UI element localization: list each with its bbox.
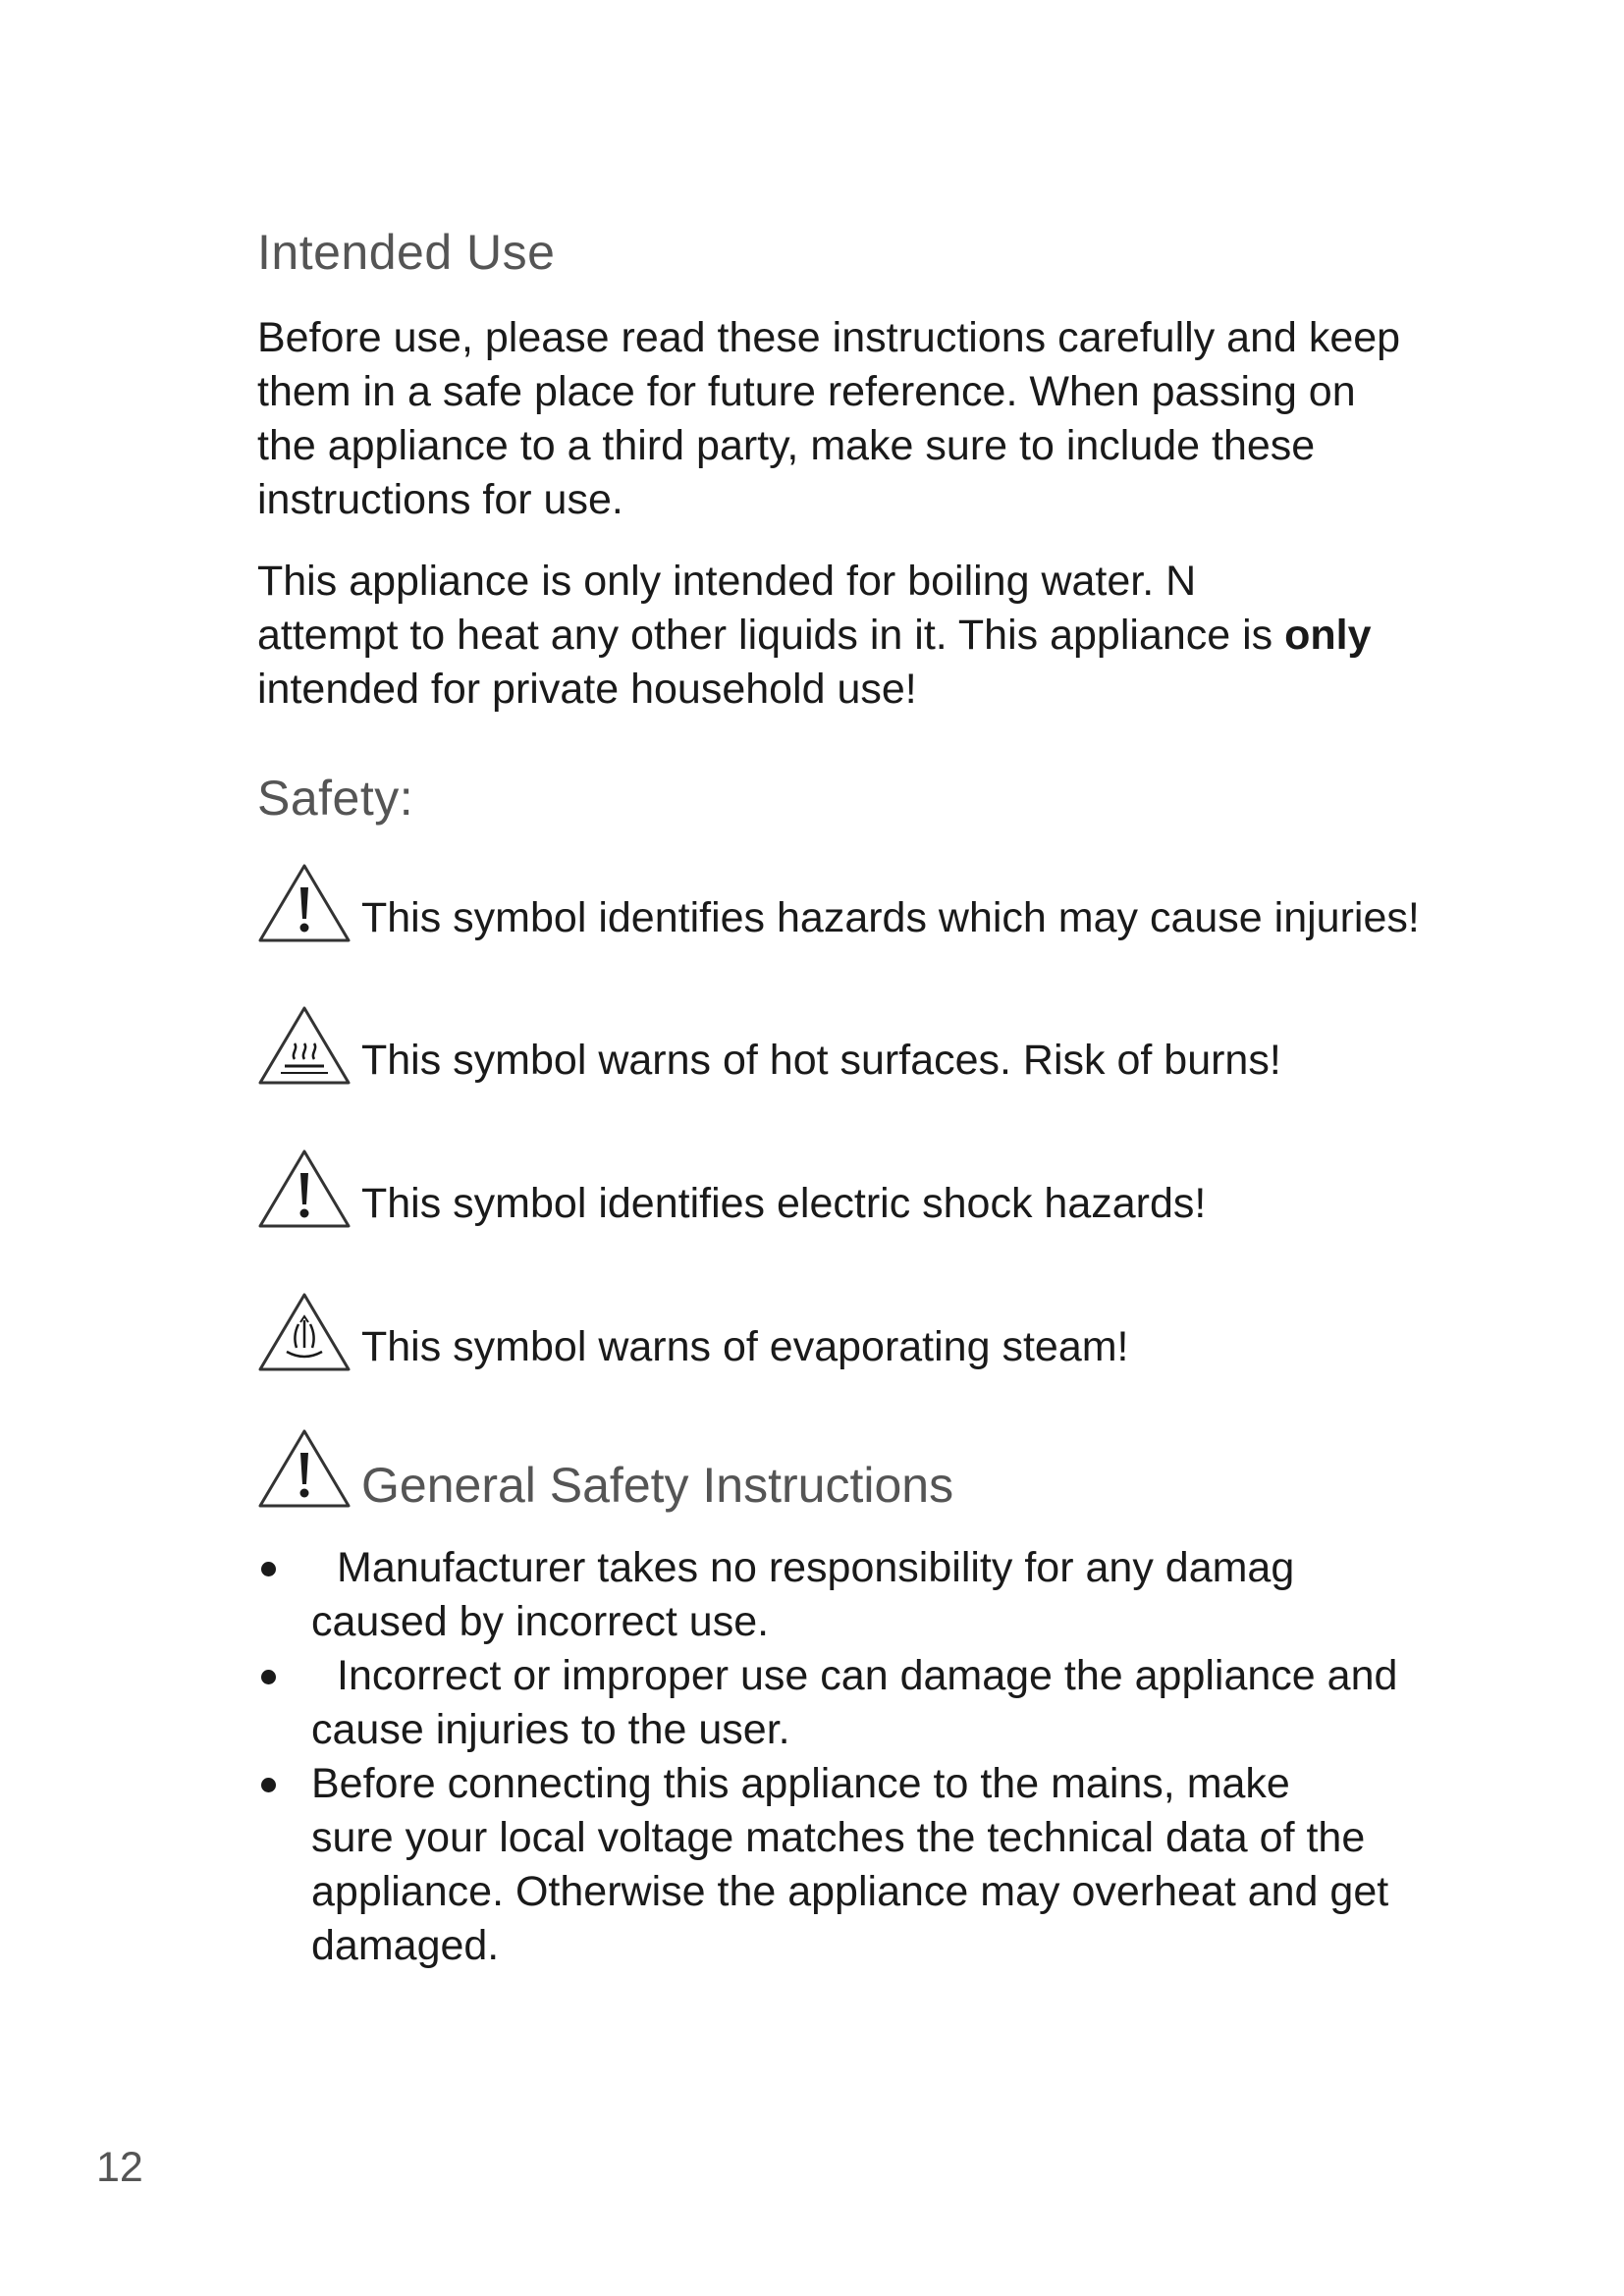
hot-surface-icon	[257, 1004, 352, 1087]
text-line: the appliance to a third party, make sure to include these	[257, 422, 1316, 469]
text-line	[257, 609, 1602, 663]
text-line: intended for private household use!	[257, 666, 917, 713]
word: takes	[597, 1544, 699, 1591]
general-safety-heading-row	[257, 1421, 954, 1513]
intended-use-paragraph-2	[257, 555, 1602, 717]
general-safety-list	[257, 1541, 1624, 1973]
symbol-description: This symbol identifies hazards which may cause injuries!	[361, 894, 1420, 941]
text-line: damaged.	[311, 1922, 500, 1969]
symbol-description: This symbol warns of hot surfaces. Risk of burns!	[361, 1037, 1281, 1084]
justified-line	[257, 555, 1602, 609]
text-line: appliance. Otherwise the appliance may overheat and get	[311, 1868, 1389, 1915]
text-line: them in a safe place for future reference. When passing on	[257, 368, 1356, 415]
steam-icon	[257, 1291, 352, 1373]
word: appliance	[740, 1760, 922, 1807]
word: any	[1085, 1544, 1154, 1591]
symbol-row-steam	[257, 1285, 1129, 1373]
safety-heading: Safety:	[257, 771, 414, 826]
word: Manufacturer	[337, 1544, 586, 1591]
bullet-dot	[261, 1778, 276, 1792]
text-line: Incorrect or improper use can damage the appliance and	[337, 1652, 1398, 1699]
word: intended	[673, 558, 836, 605]
symbol-row-electric-shock	[257, 1142, 1206, 1230]
bullet-dot	[261, 1562, 276, 1576]
text-line: Before use, please read these instructions carefully and keep	[257, 314, 1401, 361]
list-item	[257, 1541, 1624, 1649]
word: responsibility	[768, 1544, 1013, 1591]
list-item	[257, 1649, 1624, 1757]
symbol-row-hot-surface	[257, 998, 1281, 1087]
word: this	[663, 1760, 730, 1807]
word: the	[980, 1760, 1040, 1807]
word: only	[583, 558, 662, 605]
word: mains,	[1051, 1760, 1175, 1807]
word: Before	[311, 1760, 436, 1807]
intended-use-heading: Intended Use	[257, 225, 556, 280]
word: to	[933, 1760, 969, 1807]
text-line: cause injuries to the user.	[311, 1706, 790, 1753]
symbol-row-injury	[257, 856, 1420, 944]
word: boiling	[907, 558, 1030, 605]
page-number: 12	[96, 2144, 143, 2191]
symbol-description: This symbol warns of evaporating steam!	[361, 1323, 1129, 1370]
word: damag	[1164, 1544, 1295, 1591]
general-safety-heading: General Safety Instructions	[361, 1458, 954, 1513]
text-segment: attempt to heat any other liquids in it. This appliance is	[257, 612, 1285, 659]
word: water.	[1041, 558, 1155, 605]
justified-line	[311, 1757, 1463, 1811]
word: appliance	[349, 558, 530, 605]
word: This	[257, 558, 338, 605]
word: make	[1186, 1760, 1290, 1807]
emphasis-only: only	[1284, 612, 1372, 659]
intended-use-paragraph-1	[257, 311, 1400, 527]
symbol-description: This symbol identifies electric shock hazards!	[361, 1180, 1207, 1227]
electric-shock-icon	[257, 1148, 352, 1230]
word: for	[1024, 1544, 1074, 1591]
bullet-dot	[261, 1670, 276, 1684]
word: no	[710, 1544, 757, 1591]
warning-exclamation-icon	[257, 862, 352, 944]
text-line: instructions for use.	[257, 476, 623, 523]
justified-line	[257, 1541, 1624, 1595]
text-line: caused by incorrect use.	[311, 1598, 770, 1645]
warning-exclamation-icon	[257, 1427, 352, 1510]
word: N	[1165, 558, 1197, 605]
word: is	[541, 558, 572, 605]
list-item	[257, 1757, 1624, 1973]
text-line: sure your local voltage matches the technical data of the	[311, 1814, 1366, 1861]
word: for	[846, 558, 896, 605]
word: connecting	[447, 1760, 652, 1807]
